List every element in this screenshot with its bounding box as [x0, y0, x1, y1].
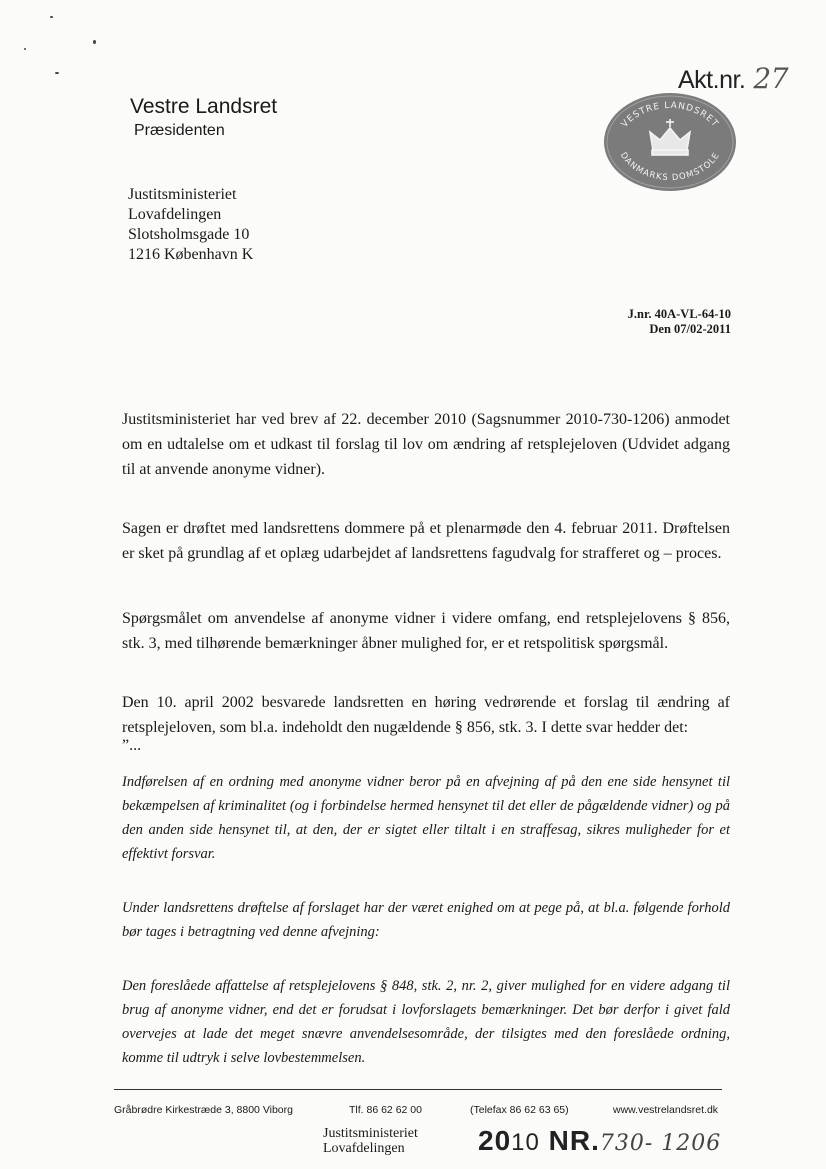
stamp-line: Justitsministeriet [323, 1126, 418, 1141]
akt-number [678, 62, 788, 95]
scan-speck [55, 72, 59, 74]
footer-address: Gråbrødre Kirkestræde 3, 8800 Viborg [114, 1104, 293, 1116]
paragraph: Spørgsmålet om anvendelse af anonyme vidner i videre omfang, end retsplejelovens § 856, stk. 3, med tilhørende bemærkninger åbner mulighed for, er et retspolitisk spørgsmål. [122, 610, 730, 652]
footer-website: www.vestrelandsret.dk [613, 1104, 719, 1116]
paragraph: Den 10. april 2002 besvarede landsretten en høring vedrørende et forslag til ændring af retsplejeloven, som bl.a. indeholdt den nugældende § 856, stk. 3. I dette svar hedder det: [122, 694, 730, 736]
scan-speck [50, 16, 53, 18]
stamp-year-thin: 10 [511, 1129, 540, 1156]
footer-fax: (Telefax 86 62 63 65) [470, 1104, 569, 1116]
recipient-line: Lovafdelingen [128, 206, 222, 223]
quoted-paragraph: Under landsrettens drøftelse af forslaget har der været enighed om at pege på, at bl.a. følgende forhold bør tages i betragtning ved denne afvejning: [122, 900, 730, 940]
seal-text-top: VESTRE LANDSRET [619, 100, 721, 130]
recipient-line: Slotsholmsgade 10 [128, 226, 250, 243]
paragraph: Sagen er drøftet med landsrettens dommere på et plenarmøde den 4. februar 2011. Drøftelsen er sket på grundlag af et oplæg udarbejdet af landsrettens fagudvalg for strafferet og – proces. [122, 520, 730, 562]
quote-mark: ”... [122, 737, 142, 754]
scan-speck [93, 40, 96, 44]
stamp-year-bold: 20 [478, 1125, 512, 1156]
akt-handwritten-number: 27 [753, 62, 789, 95]
journal-number: J.nr. 40A-VL-64-10 [627, 307, 731, 321]
sender-name: Vestre Landsret [130, 95, 278, 118]
recipient-address [128, 185, 253, 265]
recipient-line: 1216 København K [128, 246, 254, 263]
stamp-handwritten-number: 730- 1206 [599, 1131, 722, 1156]
quoted-paragraph: Den foreslåede affattelse af retsplejelovens § 848, stk. 2, nr. 2, giver mulighed for en videre adgang til brug af anonyme vidner, end det er forudsat i lovforslagets bemærkninger. Det bør derfor i givet fald overvejes at lade det meget snævre anvendelsesområde, der tilsigtes med den foreslåede ordning, komme til udtryk i selve lovbestemmelsen. [122, 978, 730, 1066]
footer-phone: Tlf. 86 62 62 00 [349, 1104, 422, 1116]
sender-title: Præsidenten [134, 122, 225, 139]
seal-text-bottom: DANMARKS DOMSTOLE [617, 150, 723, 184]
quoted-paragraph: Indførelsen af en ordning med anonyme vidner beror på en afvejning af på den ene side hensynet til bekæmpelsen af kriminalitet (og i forbindelse hermed hensynet til det eller de pågældende vidner) og på den anden side hensynet til, at den, der er sigtet eller tiltalt i en straffesag, sikres muligheder for et effektivt forsvar. [122, 774, 730, 862]
akt-label: Akt.nr. [678, 66, 746, 94]
reference-block [560, 307, 731, 337]
receipt-stamp-number [478, 1125, 721, 1157]
stamp-line: Lovafdelingen [323, 1141, 405, 1156]
court-seal [603, 92, 737, 192]
stamp-nr-label: NR. [548, 1125, 600, 1156]
footer-divider [114, 1089, 722, 1090]
paragraph: Justitsministeriet har ved brev af 22. december 2010 (Sagsnummer 2010-730-1206) anmodet om en udtalelse om et udkast til forslag til lov om ændring af retsplejeloven (Udvidet adgang til at anvende anonyme vidner). [122, 411, 730, 478]
scan-speck [24, 48, 26, 50]
letter-date: Den 07/02-2011 [649, 322, 731, 336]
recipient-line: Justitsministeriet [128, 186, 237, 203]
receipt-stamp-ministry [323, 1126, 418, 1156]
